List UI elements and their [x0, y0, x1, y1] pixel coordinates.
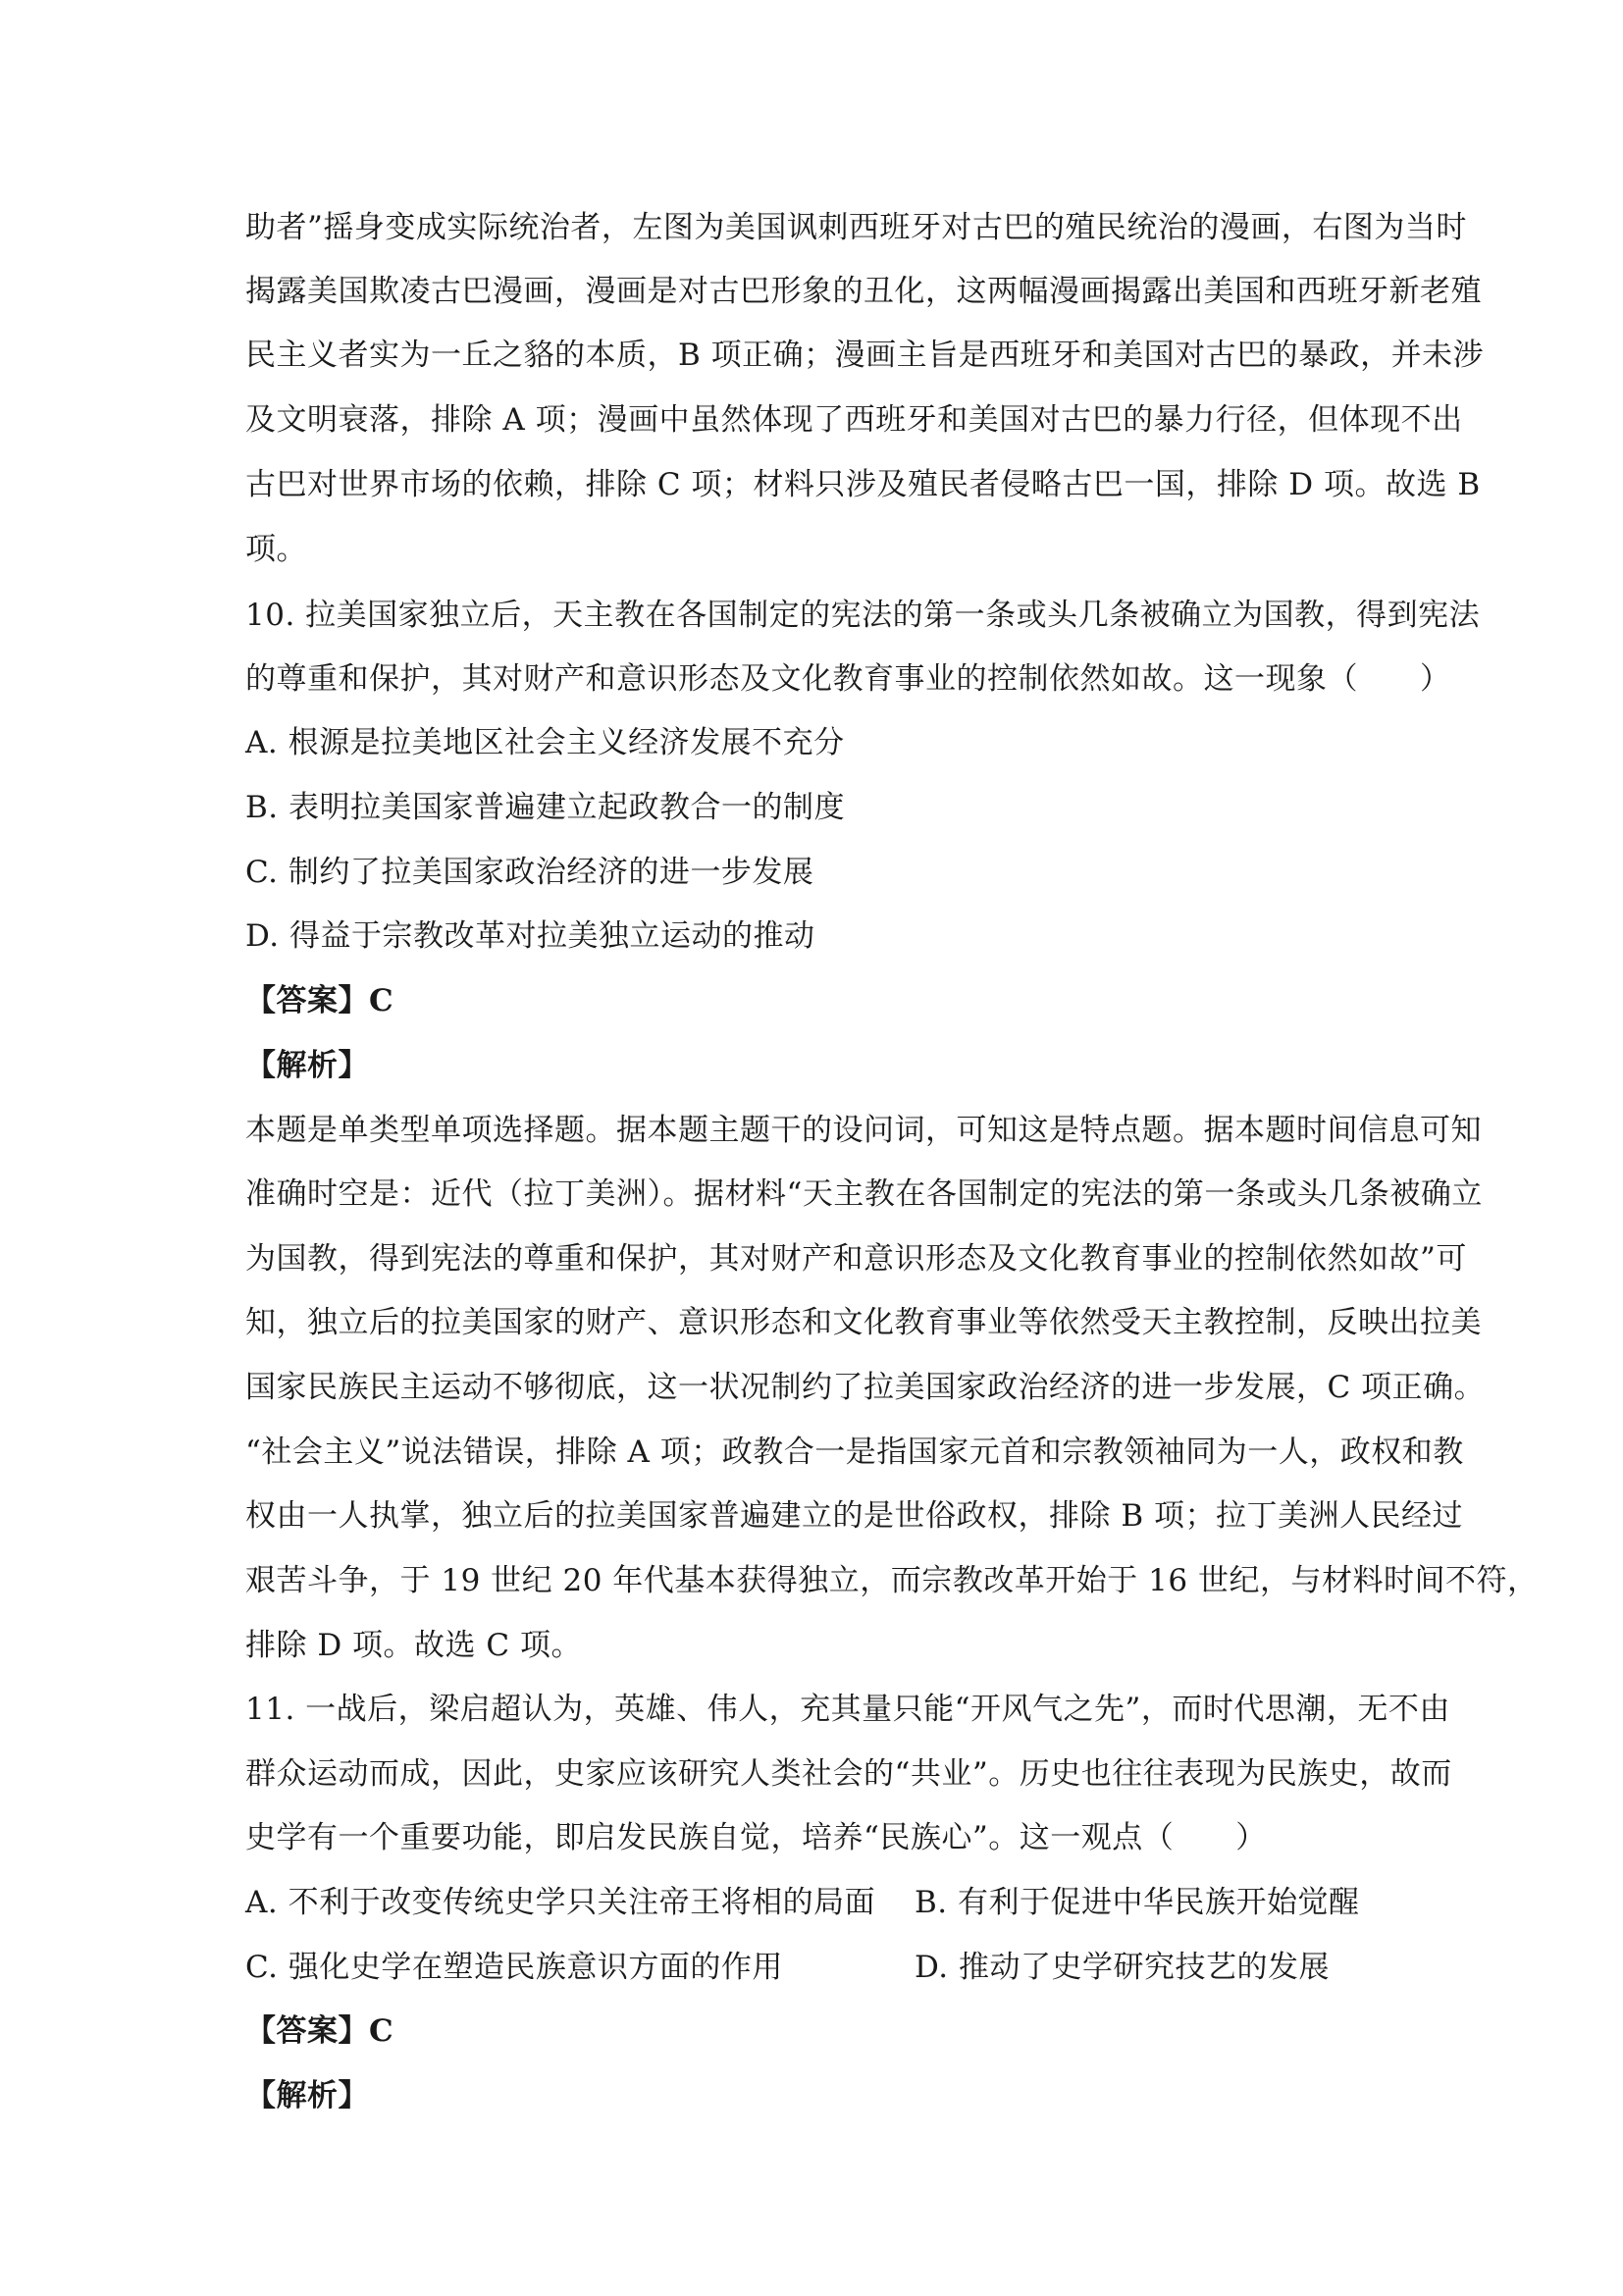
- q10-analysis-line: 本题是单类型单项选择题。据本题主题干的设问词，可知这是特点题。据本题时间信息可知: [245, 1113, 1482, 1148]
- q11-stem-line: 11. 一战后，梁启超认为，英雄、伟人，充其量只能“开风气之先”，而时代思潮，无不由: [245, 1692, 1450, 1727]
- q10-option-a: A. 根源是拉美地区社会主义经济发展不充分: [245, 725, 845, 760]
- q10-stem-line: 10. 拉美国家独立后，天主教在各国制定的宪法的第一条或头几条被确立为国教，得到宪法: [245, 598, 1481, 633]
- q10-analysis-label: 【解析】: [245, 1048, 369, 1083]
- q10-option-d: D. 得益于宗教改革对拉美独立运动的推动: [245, 918, 815, 954]
- q10-analysis-line: 知，独立后的拉美国家的财产、意识形态和文化教育事业等依然受天主教控制，反映出拉美: [245, 1305, 1482, 1340]
- q11-option-a: A. 不利于改变传统史学只关注帝王将相的局面: [245, 1885, 876, 1920]
- q10-analysis-line: 准确时空是：近代（拉丁美洲）。据材料“天主教在各国制定的宪法的第一条或头几条被确立: [245, 1176, 1483, 1212]
- q10-analysis-line: 国家民族民主运动不够彻底，这一状况制约了拉美国家政治经济的进一步发展，C 项正确。: [245, 1370, 1486, 1405]
- intro-line: 揭露美国欺凌古巴漫画，漫画是对古巴形象的丑化，这两幅漫画揭露出美国和西班牙新老殖: [245, 274, 1482, 309]
- q10-analysis-line: “社会主义”说法错误，排除 A 项；政教合一是指国家元首和宗教领袖同为一人，政权和教: [245, 1435, 1464, 1470]
- q10-option-b: B. 表明拉美国家普遍建立起政教合一的制度: [245, 790, 845, 825]
- q10-stem-line: 的尊重和保护，其对财产和意识形态及文化教育事业的控制依然如故。这一现象（ ）: [245, 661, 1451, 697]
- intro-line: 助者”摇身变成实际统治者，左图为美国讽刺西班牙对古巴的殖民统治的漫画，右图为当时: [245, 210, 1467, 245]
- q11-stem-line: 史学有一个重要功能，即启发民族自觉，培养“民族心”。这一观点（ ）: [245, 1820, 1267, 1855]
- q10-answer: 【答案】C: [245, 983, 394, 1018]
- q11-option-d: D. 推动了史学研究技艺的发展: [915, 1950, 1330, 1985]
- q10-analysis-line: 权由一人执掌，独立后的拉美国家普遍建立的是世俗政权，排除 B 项；拉丁美洲人民经过: [245, 1498, 1463, 1534]
- q11-analysis-label: 【解析】: [245, 2078, 369, 2113]
- q10-analysis-line: 艰苦斗争，于 19 世纪 20 年代基本获得独立，而宗教改革开始于 16 世纪，与材料时间不符，: [245, 1563, 1539, 1598]
- intro-line: 民主义者实为一丘之貉的本质，B 项正确；漫画主旨是西班牙和美国对古巴的暴政，并未涉: [245, 338, 1485, 373]
- intro-line: 及文明衰落，排除 A 项；漫画中虽然体现了西班牙和美国对古巴的暴力行径，但体现不出: [245, 402, 1463, 438]
- intro-line: 项。: [245, 532, 307, 567]
- q11-option-b: B. 有利于促进中华民族开始觉醒: [915, 1885, 1360, 1920]
- q11-answer: 【答案】C: [245, 2013, 394, 2049]
- q10-analysis-line: 排除 D 项。故选 C 项。: [245, 1628, 582, 1663]
- q10-option-c: C. 制约了拉美国家政治经济的进一步发展: [245, 855, 814, 890]
- q10-analysis-line: 为国教，得到宪法的尊重和保护，其对财产和意识形态及文化教育事业的控制依然如故”可: [245, 1241, 1467, 1277]
- q11-stem-line: 群众运动而成，因此，史家应该研究人类社会的“共业”。历史也往往表现为民族史，故而: [245, 1756, 1452, 1792]
- q11-option-c: C. 强化史学在塑造民族意识方面的作用: [245, 1950, 783, 1985]
- intro-line: 古巴对世界市场的依赖，排除 C 项；材料只涉及殖民者侵略古巴一国，排除 D 项。故选 B: [245, 467, 1481, 502]
